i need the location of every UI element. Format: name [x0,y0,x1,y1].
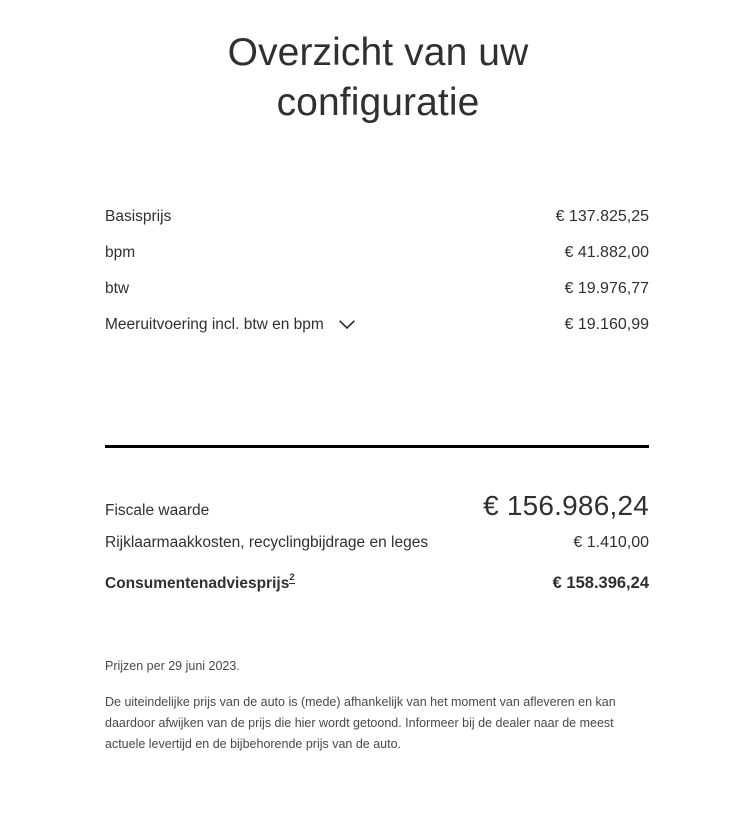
price-row-label-text: btw [105,280,130,297]
price-row-value: € 19.160,99 [564,316,649,333]
page-title: Overzicht van uw configuratie [227,31,529,124]
consumer-price-label-text: Consumentenadviesprijs [105,575,290,592]
price-disclaimer-note: De uiteindelijke prijs van de auto is (mede) afhankelijk van het moment van afleveren en kan daardoor afwijken van de prijs die hier wordt getoond. Informeer bij de dealer naar de meest actuele levertijd en de bijbehorende prijs van de auto. [105,695,616,751]
price-breakdown-list [105,208,649,352]
extra-costs-label: Rijklaarmaakkosten, recyclingbijdrage en leges [105,534,429,551]
summary-content [105,208,649,755]
price-row-label [105,208,171,226]
consumer-price-label [105,571,295,593]
price-row-value: € 137.825,25 [555,208,649,225]
price-row-label-text: Meeruitvoering incl. btw en bpm [105,316,324,333]
section-divider [105,445,649,448]
fiscal-value-amount: € 156.986,24 [483,490,649,521]
price-row-label [105,244,135,262]
chevron-down-icon[interactable] [336,316,358,334]
fiscal-value-label: Fiscale waarde [105,502,210,519]
price-row-value: € 19.976,77 [564,280,649,297]
price-row-label [105,316,358,334]
page-header [0,0,756,128]
extra-costs-row [105,534,649,574]
price-row-btw [105,280,649,316]
price-row-label-text: bpm [105,244,136,261]
price-row-bpm [105,244,649,280]
totals-section [105,490,649,608]
extra-costs-amount: € 1.410,00 [573,534,649,551]
footnotes-section [105,656,649,755]
footnote-marker-link[interactable]: 2 [289,571,295,583]
consumer-price-row [105,571,649,608]
price-row-value: € 41.882,00 [564,244,649,261]
consumer-price-amount: € 158.396,24 [552,574,649,592]
price-row-basisprijs [105,208,649,244]
price-row-label-text: Basisprijs [105,208,172,225]
price-row-label [105,280,129,298]
price-date-note: Prijzen per 29 juni 2023. [105,659,240,673]
price-row-meeruitvoering[interactable] [105,316,649,352]
fiscal-value-row [105,490,649,534]
